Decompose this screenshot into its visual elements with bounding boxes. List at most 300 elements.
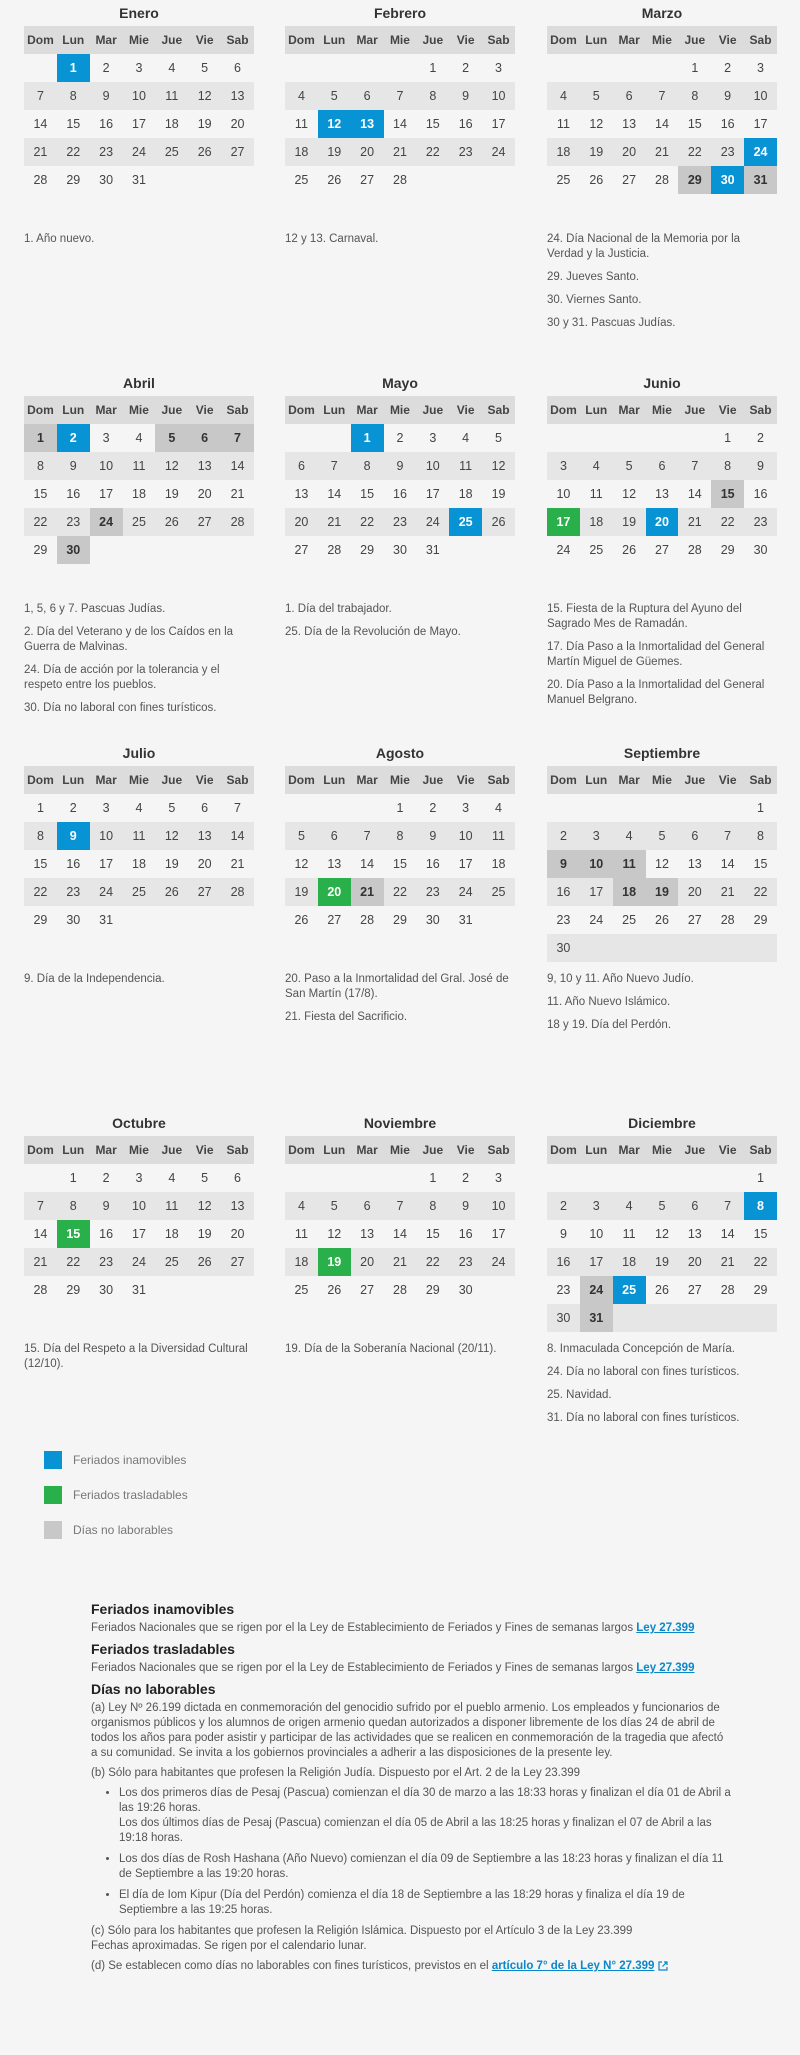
day-cell: 30 — [425, 913, 440, 927]
weekday-header: Vie — [188, 1136, 221, 1164]
day-cell: 21 — [230, 857, 245, 871]
holiday-note: 11. Año Nuevo Islámico. — [547, 996, 671, 1008]
weekday-header: Dom — [24, 396, 57, 424]
day-cell: 31 — [425, 543, 440, 557]
weekday-header: Sab — [482, 26, 515, 54]
day-cell: 31 — [458, 913, 473, 927]
day-cell: 30 — [393, 543, 407, 557]
day-cell: 25 — [123, 508, 156, 536]
para-b: (b) Sólo para habitantes que profesen la Religión Judía. Dispuesto por el Art. 2 de la Ley 23.399 — [91, 1767, 581, 1779]
day-cell: 6 — [234, 1171, 241, 1185]
week-row — [24, 850, 254, 878]
day-cell: 31 — [132, 173, 146, 187]
day-cell: 13 — [294, 487, 309, 501]
empty-cell — [580, 424, 613, 452]
day-cell: 24 — [482, 1248, 515, 1276]
day-cell: 17 — [132, 117, 146, 131]
weekday-header: Mar — [351, 396, 384, 424]
day-cell: 12 — [327, 1227, 342, 1241]
day-cell-no-laborable: 19 — [646, 878, 679, 906]
week-row — [24, 906, 254, 934]
day-cell: 11 — [556, 117, 570, 131]
week-row — [547, 906, 777, 934]
bullet-text: Los dos últimos días de Pesaj (Pascua) comienzan el día 05 de Abril a las 18:25 horas y finalizan el 07 de Abril a las 19:18 horas. — [119, 1817, 712, 1844]
weekday-header: Mie — [123, 396, 156, 424]
day-cell: 27 — [327, 913, 342, 927]
day-cell: 31 — [132, 1283, 146, 1297]
month-title: Julio — [122, 745, 156, 761]
week-row — [24, 166, 254, 194]
day-cell: 22 — [57, 138, 90, 166]
day-cell: 20 — [678, 878, 711, 906]
info-section — [91, 1596, 731, 1979]
day-cell: 3 — [580, 822, 613, 850]
week-row — [285, 794, 515, 822]
holiday-note: 31. Día no laboral con fines turísticos. — [547, 1412, 740, 1424]
weekday-header: Mar — [90, 396, 123, 424]
empty-cell — [24, 1164, 57, 1192]
day-cell: 3 — [102, 431, 110, 445]
empty-cell — [646, 1164, 679, 1192]
day-cell: 30 — [547, 934, 580, 962]
month-noviembre — [285, 1110, 515, 1304]
day-cell: 10 — [123, 1192, 156, 1220]
para-a: (a) Ley Nº 26.199 dictada en conmemoración del genocidio sufrido por el pueblo armenio. Los empleados y funcionarios de organismos públicos y los alumnos de origen armenio quedan autorizados a disponer libremente de los días 24 de abril de todos los años para poder asistir y participar de las actividades que se realicen en conmemoración de la tragedia que afectó a su comunidad. Se invita a los gobiernos provinciales a adherir a las disposiciones de la presente ley. — [91, 1702, 724, 1759]
day-cell-trasladable: 15 — [57, 1220, 90, 1248]
week-row — [285, 1248, 515, 1276]
empty-cell — [384, 1164, 417, 1192]
day-cell: 16 — [425, 857, 440, 871]
month-notes — [547, 972, 777, 1041]
empty-cell — [482, 906, 515, 934]
weekday-header: Lun — [580, 766, 613, 794]
empty-cell — [646, 794, 679, 822]
holiday-note: 1, 5, 6 y 7. Pascuas Judías. — [24, 603, 166, 615]
empty-cell — [351, 794, 384, 822]
ley-27399-link[interactable]: Ley 27.399 — [636, 1622, 695, 1634]
day-cell: 17 — [491, 1227, 506, 1241]
month-table — [547, 1136, 777, 1332]
day-cell: 4 — [495, 801, 502, 815]
day-cell: 30 — [99, 173, 114, 187]
day-cell: 2 — [462, 1171, 470, 1185]
weekday-header: Sab — [221, 1136, 254, 1164]
day-cell: 22 — [416, 1248, 449, 1276]
day-cell: 16 — [99, 117, 114, 131]
day-cell: 7 — [711, 822, 744, 850]
para-c-line2: Fechas aproximadas. Se rigen por el calendario lunar. — [91, 1940, 367, 1952]
day-cell: 27 — [360, 1283, 375, 1297]
month-octubre — [24, 1110, 254, 1304]
weekday-header-row — [547, 396, 777, 424]
empty-cell — [351, 1164, 384, 1192]
day-cell: 3 — [495, 61, 502, 75]
day-cell: 22 — [711, 508, 744, 536]
day-cell: 6 — [234, 61, 241, 75]
month-table — [24, 1136, 254, 1304]
week-row — [547, 82, 777, 110]
day-cell: 29 — [753, 913, 768, 927]
day-cell: 28 — [33, 1283, 48, 1297]
weekday-header: Sab — [482, 396, 515, 424]
day-cell: 6 — [201, 801, 209, 815]
day-cell-trasladable: 20 — [318, 878, 351, 906]
week-row — [547, 1248, 777, 1276]
day-cell-no-laborable: 31 — [580, 1304, 613, 1332]
holiday-note: 1. Día del trabajador. — [285, 603, 392, 615]
day-cell: 17 — [580, 878, 613, 906]
weekday-header: Jue — [678, 1136, 711, 1164]
empty-cell — [155, 536, 188, 564]
day-cell: 4 — [580, 452, 613, 480]
day-cell: 7 — [384, 82, 417, 110]
empty-cell — [449, 536, 482, 564]
empty-cell — [155, 166, 188, 194]
empty-cell — [678, 1304, 711, 1332]
day-cell: 1 — [757, 1171, 764, 1185]
day-cell-no-laborable: 29 — [678, 166, 711, 194]
month-junio — [547, 370, 777, 564]
day-cell: 28 — [687, 543, 702, 557]
day-cell-inamovible: 13 — [351, 110, 384, 138]
empty-cell — [580, 934, 613, 962]
day-cell: 3 — [757, 61, 764, 75]
day-cell: 15 — [425, 117, 440, 131]
day-cell: 13 — [221, 82, 254, 110]
month-diciembre — [547, 1110, 777, 1332]
weekday-header: Sab — [744, 766, 777, 794]
day-cell-inamovible: 9 — [57, 822, 90, 850]
articulo-7-link[interactable]: artículo 7° de la Ley N° 27.399 — [491, 1960, 655, 1972]
day-cell: 24 — [482, 138, 515, 166]
day-cell: 29 — [66, 173, 81, 187]
para-c-line1: (c) Sólo para los habitantes que profesen la Religión Islámica. Dispuesto por el Artículo 3 de la Ley 23.399 — [91, 1925, 633, 1937]
weekday-header: Vie — [449, 396, 482, 424]
weekday-header: Sab — [482, 766, 515, 794]
day-cell: 24 — [416, 508, 449, 536]
month-notes — [285, 1342, 515, 1365]
day-cell: 9 — [711, 82, 744, 110]
day-cell: 17 — [458, 857, 473, 871]
weekday-header-row — [285, 396, 515, 424]
day-cell: 9 — [416, 822, 449, 850]
empty-cell — [155, 906, 188, 934]
day-cell: 9 — [384, 452, 417, 480]
day-cell: 29 — [66, 1283, 81, 1297]
week-row — [547, 794, 777, 822]
month-febrero — [285, 0, 515, 194]
day-cell: 19 — [318, 138, 351, 166]
weekday-header-row — [285, 26, 515, 54]
week-row — [24, 1248, 254, 1276]
empty-cell — [744, 1304, 777, 1332]
day-cell: 28 — [221, 508, 254, 536]
day-cell: 27 — [655, 543, 669, 557]
month-notes — [24, 1342, 254, 1380]
day-cell: 23 — [556, 913, 571, 927]
day-cell: 3 — [102, 801, 110, 815]
empty-cell — [613, 424, 646, 452]
day-cell: 11 — [294, 117, 308, 131]
month-table — [24, 396, 254, 564]
holiday-note: 25. Navidad. — [547, 1389, 612, 1401]
day-cell: 24 — [123, 138, 156, 166]
day-cell: 25 — [482, 878, 515, 906]
weekday-header: Vie — [449, 26, 482, 54]
text-trasladables — [91, 1661, 731, 1676]
day-cell: 13 — [188, 452, 221, 480]
weekday-header: Sab — [744, 26, 777, 54]
week-row — [24, 1220, 254, 1248]
day-cell: 12 — [622, 487, 637, 501]
legend-swatch-gray — [44, 1521, 62, 1539]
day-cell: 1 — [69, 1171, 77, 1185]
day-cell: 12 — [188, 82, 221, 110]
month-mayo — [285, 370, 515, 564]
day-cell: 18 — [491, 857, 506, 871]
day-cell: 12 — [655, 1227, 669, 1241]
day-cell: 25 — [155, 138, 188, 166]
day-cell-no-laborable: 24 — [90, 508, 123, 536]
day-cell: 7 — [646, 82, 679, 110]
weekday-header-row — [24, 766, 254, 794]
day-cell: 8 — [24, 452, 57, 480]
day-cell-no-laborable: 21 — [351, 878, 384, 906]
month-enero — [24, 0, 254, 194]
month-title: Febrero — [373, 5, 427, 21]
holiday-note: 2. Día del Veterano y de los Caídos en la Guerra de Malvinas. — [24, 626, 234, 653]
day-cell: 24 — [556, 543, 571, 557]
day-cell: 22 — [678, 138, 711, 166]
day-cell: 14 — [687, 487, 702, 501]
day-cell: 24 — [90, 878, 123, 906]
day-cell: 12 — [188, 1192, 221, 1220]
day-cell-no-laborable: 24 — [580, 1276, 613, 1304]
empty-cell — [155, 1276, 188, 1304]
day-cell: 4 — [285, 1192, 318, 1220]
day-cell: 26 — [482, 508, 515, 536]
day-cell: 19 — [197, 117, 212, 131]
day-cell: 19 — [613, 508, 646, 536]
day-cell: 14 — [720, 857, 735, 871]
month-title: Noviembre — [363, 1115, 437, 1131]
day-cell: 3 — [135, 61, 143, 75]
empty-cell — [646, 424, 679, 452]
weekday-header: Vie — [711, 26, 744, 54]
empty-cell — [188, 1276, 221, 1304]
day-cell: 26 — [327, 1283, 342, 1297]
text-inamovibles — [91, 1621, 731, 1636]
day-cell: 15 — [360, 487, 375, 501]
empty-cell — [613, 1304, 646, 1332]
week-row — [547, 1220, 777, 1248]
weekday-header: Lun — [318, 396, 351, 424]
holiday-note: 15. Día del Respeto a la Diversidad Cultural (12/10). — [24, 1343, 248, 1370]
day-cell-no-laborable: 31 — [744, 166, 777, 194]
day-cell: 26 — [655, 913, 669, 927]
list-item — [119, 1786, 731, 1846]
day-cell: 16 — [753, 487, 768, 501]
week-row — [547, 536, 777, 564]
empty-cell — [221, 1276, 254, 1304]
day-cell: 24 — [589, 913, 604, 927]
week-row — [285, 424, 515, 452]
weekday-header: Lun — [57, 1136, 90, 1164]
weekday-header: Jue — [678, 396, 711, 424]
day-cell: 28 — [393, 1283, 407, 1297]
day-cell-trasladable: 17 — [547, 508, 580, 536]
week-row — [24, 1164, 254, 1192]
day-cell: 28 — [360, 913, 375, 927]
empty-cell — [711, 1304, 744, 1332]
day-cell: 21 — [678, 508, 711, 536]
month-table — [285, 26, 515, 194]
week-row — [285, 1276, 515, 1304]
weekday-header: Lun — [580, 26, 613, 54]
day-cell: 27 — [221, 1248, 254, 1276]
empty-cell — [123, 536, 156, 564]
empty-cell — [285, 54, 318, 82]
weekday-header: Dom — [24, 26, 57, 54]
day-cell: 20 — [197, 487, 212, 501]
weekday-header: Mar — [351, 1136, 384, 1164]
empty-cell — [678, 794, 711, 822]
day-cell: 13 — [622, 117, 637, 131]
day-cell: 7 — [318, 452, 351, 480]
para-d-text: (d) Se establecen como días no laborables con fines turísticos, previstos en el — [91, 1960, 489, 1972]
day-cell: 18 — [547, 138, 580, 166]
legend-label: Feriados trasladables — [73, 1488, 188, 1502]
day-cell: 26 — [155, 508, 188, 536]
day-cell: 18 — [285, 1248, 318, 1276]
holiday-note: 24. Día de acción por la tolerancia y el respeto entre los pueblos. — [24, 664, 220, 691]
day-cell: 20 — [230, 1227, 245, 1241]
day-cell: 21 — [230, 487, 245, 501]
holiday-note: 15. Fiesta de la Ruptura del Ayuno del Sagrado Mes de Ramadán. — [547, 603, 742, 630]
day-cell: 9 — [449, 1192, 482, 1220]
day-cell: 25 — [294, 173, 309, 187]
day-cell: 6 — [285, 452, 318, 480]
ley-27399-link-2[interactable]: Ley 27.399 — [636, 1662, 695, 1674]
day-cell: 1 — [429, 1171, 437, 1185]
day-cell: 3 — [429, 431, 437, 445]
day-cell: 27 — [188, 508, 221, 536]
week-row — [547, 508, 777, 536]
empty-cell — [547, 424, 580, 452]
empty-cell — [188, 166, 221, 194]
day-cell: 5 — [495, 431, 502, 445]
day-cell: 14 — [393, 117, 407, 131]
empty-cell — [711, 1164, 744, 1192]
heading-trasladables: Feriados trasladables — [91, 1641, 235, 1657]
week-row — [24, 424, 254, 452]
day-cell: 29 — [360, 543, 375, 557]
day-cell: 27 — [294, 543, 309, 557]
weekday-header: Mar — [613, 26, 646, 54]
holiday-note: 29. Jueves Santo. — [547, 271, 640, 283]
day-cell: 29 — [425, 1283, 440, 1297]
weekday-header: Dom — [547, 26, 580, 54]
day-cell: 3 — [580, 1192, 613, 1220]
legend-no-laborables — [44, 1518, 188, 1542]
day-cell: 4 — [285, 82, 318, 110]
month-title: Junio — [643, 375, 681, 391]
day-cell: 23 — [416, 878, 449, 906]
day-cell: 21 — [24, 1248, 57, 1276]
month-abril — [24, 370, 254, 564]
day-cell: 9 — [559, 1227, 567, 1241]
weekday-header: Sab — [221, 766, 254, 794]
weekday-header: Lun — [318, 1136, 351, 1164]
holiday-note: 18 y 19. Día del Perdón. — [547, 1019, 672, 1031]
day-cell: 4 — [462, 431, 470, 445]
month-table — [547, 396, 777, 564]
day-cell: 26 — [294, 913, 309, 927]
day-cell-inamovible: 1 — [351, 424, 384, 452]
text-trasladables-body: Feriados Nacionales que se rigen por el la Ley de Establecimiento de Feriados y Fines de semanas largos — [91, 1662, 634, 1674]
day-cell: 17 — [753, 117, 768, 131]
empty-cell — [221, 166, 254, 194]
day-cell: 10 — [482, 82, 515, 110]
day-cell: 14 — [221, 822, 254, 850]
day-cell-no-laborable: 30 — [57, 536, 90, 564]
day-cell-no-laborable: 15 — [711, 480, 744, 508]
day-cell: 7 — [24, 82, 57, 110]
day-cell: 4 — [613, 822, 646, 850]
week-row — [24, 54, 254, 82]
day-cell: 10 — [744, 82, 777, 110]
day-cell: 12 — [155, 822, 188, 850]
day-cell: 27 — [687, 913, 702, 927]
day-cell: 25 — [123, 878, 156, 906]
week-row — [547, 54, 777, 82]
empty-cell — [613, 54, 646, 82]
day-cell: 14 — [33, 1227, 48, 1241]
weekday-header: Dom — [24, 1136, 57, 1164]
week-row — [547, 138, 777, 166]
day-cell: 16 — [547, 878, 580, 906]
week-row — [24, 1192, 254, 1220]
day-cell: 7 — [351, 822, 384, 850]
empty-cell — [646, 934, 679, 962]
weekday-header-row — [24, 1136, 254, 1164]
week-row — [285, 452, 515, 480]
day-cell: 6 — [678, 822, 711, 850]
day-cell: 20 — [613, 138, 646, 166]
week-row — [24, 1276, 254, 1304]
month-title: Abril — [123, 375, 155, 391]
holiday-note: 9, 10 y 11. Año Nuevo Judío. — [547, 973, 694, 985]
day-cell: 6 — [351, 82, 384, 110]
day-cell: 8 — [24, 822, 57, 850]
day-cell: 30 — [458, 1283, 473, 1297]
weekday-header: Dom — [24, 766, 57, 794]
day-cell: 28 — [720, 913, 735, 927]
day-cell: 11 — [123, 822, 156, 850]
day-cell: 6 — [351, 1192, 384, 1220]
weekday-header: Jue — [416, 766, 449, 794]
day-cell: 17 — [425, 487, 440, 501]
weekday-header: Jue — [155, 1136, 188, 1164]
weekday-header: Jue — [678, 766, 711, 794]
week-row — [285, 480, 515, 508]
day-cell: 23 — [90, 138, 123, 166]
day-cell: 5 — [285, 822, 318, 850]
day-cell: 18 — [164, 117, 179, 131]
weekday-header-row — [285, 766, 515, 794]
empty-cell — [351, 54, 384, 82]
day-cell: 29 — [753, 1283, 768, 1297]
